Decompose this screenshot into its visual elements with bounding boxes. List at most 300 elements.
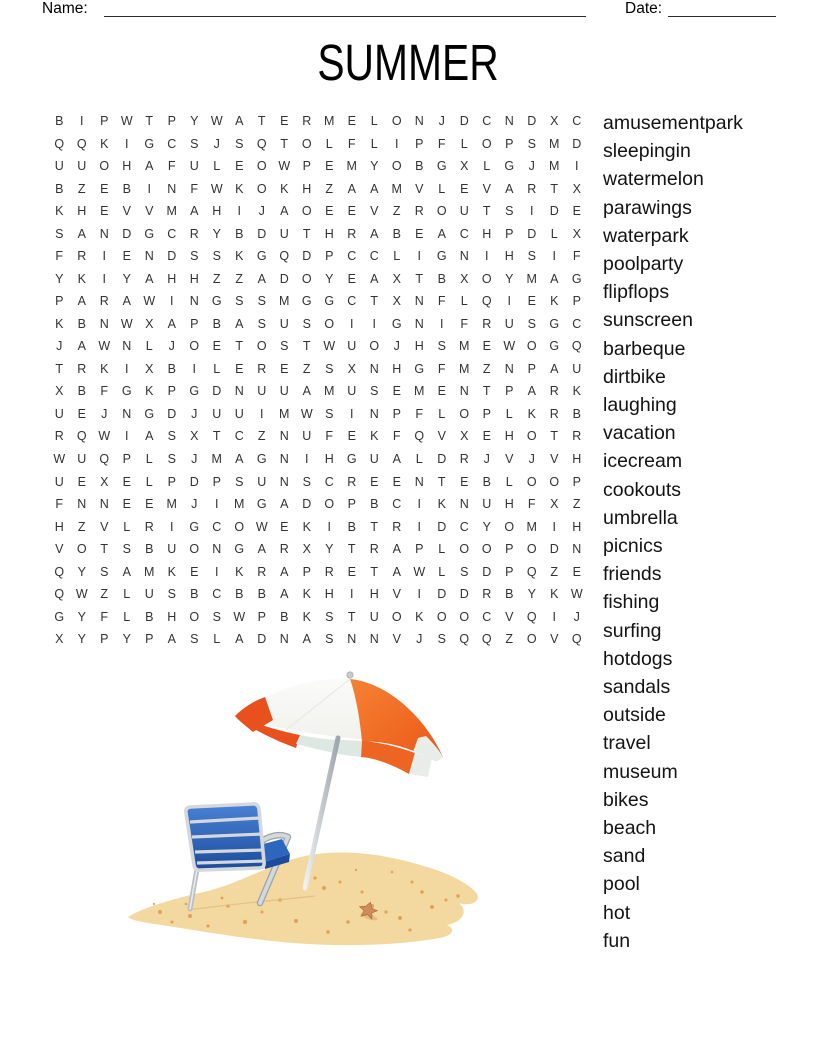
grid-letter: K [145, 384, 154, 399]
grid-letter: S [212, 249, 221, 264]
grid-letter: I [260, 406, 264, 421]
grid-letter: U [257, 474, 267, 489]
grid-letter: K [280, 181, 289, 196]
grid-letter: P [572, 294, 581, 309]
grid-letter: Q [54, 587, 65, 602]
word-item: museum [603, 760, 678, 783]
grid-letter: N [167, 181, 177, 196]
grid-letter: E [482, 429, 491, 444]
grid-letter: Z [550, 564, 559, 579]
grid-letter: O [76, 542, 87, 557]
grid-letter: M [144, 564, 155, 579]
grid-letter: B [122, 181, 131, 196]
grid-letter: J [191, 451, 198, 466]
grid-letter: A [550, 361, 559, 376]
grid-letter: E [100, 181, 109, 196]
grid-letter: M [526, 519, 537, 534]
grid-letter: K [302, 519, 311, 534]
grid-letter: V [437, 429, 446, 444]
grid-letter: U [302, 429, 312, 444]
grid-letter: N [414, 474, 424, 489]
grid-letter: L [145, 474, 153, 489]
grid-letter: C [392, 497, 402, 512]
grid-letter: I [305, 451, 309, 466]
grid-letter: V [482, 181, 491, 196]
grid-letter: T [550, 429, 559, 444]
grid-letter: R [527, 181, 537, 196]
grid-letter: L [145, 339, 153, 354]
grid-letter: F [437, 136, 446, 151]
grid-letter: C [482, 609, 492, 624]
grid-letter: I [327, 519, 331, 534]
grid-letter: R [77, 249, 87, 264]
grid-letter: J [191, 497, 198, 512]
grid-letter: D [482, 564, 492, 579]
grid-letter: K [302, 587, 311, 602]
word-item: cookouts [603, 478, 682, 501]
grid-letter: A [77, 339, 86, 354]
grid-letter: C [212, 519, 222, 534]
grid-letter: P [145, 632, 154, 647]
grid-letter: O [459, 609, 470, 624]
grid-letter: S [212, 609, 221, 624]
grid-letter: J [101, 406, 108, 421]
grid-letter: V [550, 451, 559, 466]
grid-letter: Y [77, 564, 86, 579]
grid-letter: G [256, 497, 267, 512]
grid-letter: R [392, 519, 402, 534]
grid-letter: L [415, 451, 423, 466]
grid-letter: S [235, 474, 244, 489]
word-item: outside [603, 704, 666, 727]
grid-letter: W [413, 564, 426, 579]
grid-letter: Y [55, 271, 64, 286]
grid-letter: R [482, 316, 492, 331]
grid-letter: U [54, 406, 64, 421]
grid-letter: J [191, 406, 198, 421]
grid-letter: E [77, 406, 86, 421]
grid-letter: E [527, 294, 536, 309]
grid-letter: V [370, 204, 379, 219]
grid-letter: A [280, 497, 289, 512]
grid-letter: N [369, 406, 379, 421]
grid-letter: T [437, 474, 446, 489]
grid-letter: W [75, 587, 88, 602]
grid-letter: H [324, 226, 334, 241]
grid-letter: A [392, 451, 401, 466]
grid-letter: Q [76, 136, 87, 151]
grid-letter: C [459, 519, 469, 534]
grid-letter: Q [459, 632, 470, 647]
grid-letter: K [55, 316, 64, 331]
grid-letter: D [257, 226, 267, 241]
grid-letter: J [438, 114, 445, 129]
grid-letter: F [55, 497, 64, 512]
grid-letter: P [505, 136, 514, 151]
grid-letter: G [391, 316, 402, 331]
grid-letter: S [190, 249, 199, 264]
grid-letter: A [370, 181, 379, 196]
grid-letter: E [392, 384, 401, 399]
grid-letter: R [459, 451, 469, 466]
grid-letter: V [505, 451, 514, 466]
grid-letter: E [122, 497, 131, 512]
grid-letter: T [482, 204, 491, 219]
grid-letter: D [527, 114, 537, 129]
grid-letter: E [415, 226, 424, 241]
grid-letter: J [258, 204, 265, 219]
grid-letter: W [278, 159, 291, 174]
grid-letter: A [280, 564, 289, 579]
grid-letter: E [325, 204, 334, 219]
grid-letter: V [100, 519, 109, 534]
grid-letter: X [572, 226, 581, 241]
grid-letter: S [460, 564, 469, 579]
grid-letter: F [100, 609, 109, 624]
grid-letter: K [235, 249, 244, 264]
grid-letter: U [279, 384, 289, 399]
grid-letter: O [481, 136, 492, 151]
grid-letter: R [189, 226, 199, 241]
grid-letter: P [55, 294, 64, 309]
grid-letter: D [167, 249, 177, 264]
grid-letter: L [505, 406, 513, 421]
grid-letter: H [167, 609, 177, 624]
grid-letter: F [100, 384, 109, 399]
grid-letter: O [189, 339, 200, 354]
grid-letter: I [125, 136, 129, 151]
word-list [603, 109, 743, 955]
grid-letter: G [256, 451, 267, 466]
grid-letter: A [167, 316, 176, 331]
grid-letter: P [392, 406, 401, 421]
grid-letter: A [235, 451, 244, 466]
grid-letter: O [481, 542, 492, 557]
grid-letter: I [350, 316, 354, 331]
grid-letter: X [572, 181, 581, 196]
grid-letter: N [459, 497, 469, 512]
grid-letter: Q [526, 609, 537, 624]
grid-letter: H [212, 204, 222, 219]
grid-letter: H [122, 159, 132, 174]
word-item: sand [603, 845, 646, 868]
grid-letter: G [436, 249, 447, 264]
grid-letter: I [102, 249, 106, 264]
grid-letter: A [235, 114, 244, 129]
grid-letter: E [572, 204, 581, 219]
grid-letter: W [98, 429, 111, 444]
grid-letter: Q [54, 136, 65, 151]
grid-letter: L [550, 226, 558, 241]
grid-letter: B [190, 587, 199, 602]
grid-letter: S [55, 226, 64, 241]
grid-letter: I [350, 406, 354, 421]
grid-letter: W [503, 339, 516, 354]
grid-letter: S [190, 136, 199, 151]
grid-letter: G [121, 384, 132, 399]
grid-letter: O [459, 406, 470, 421]
grid-letter: I [530, 204, 534, 219]
grid-letter: F [167, 159, 176, 174]
grid-letter: X [100, 474, 109, 489]
grid-letter: U [77, 451, 87, 466]
grid-letter: T [415, 271, 424, 286]
grid-letter: A [527, 384, 536, 399]
grid-letter: U [212, 406, 222, 421]
date-fill-line [668, 16, 776, 17]
grid-letter: M [279, 406, 290, 421]
grid-letter: E [235, 159, 244, 174]
grid-letter: O [234, 519, 245, 534]
grid-letter: W [210, 114, 223, 129]
grid-letter: Y [122, 632, 131, 647]
grid-letter: M [526, 271, 537, 286]
grid-letter: N [279, 474, 289, 489]
grid-letter: G [234, 542, 245, 557]
grid-letter: L [213, 632, 221, 647]
grid-letter: U [257, 384, 267, 399]
grid-letter: S [167, 587, 176, 602]
grid-letter: L [123, 609, 131, 624]
grid-letter: R [347, 474, 357, 489]
grid-letter: X [55, 632, 64, 647]
grid-letter: H [572, 451, 582, 466]
grid-letter: N [369, 361, 379, 376]
grid-letter: P [505, 384, 514, 399]
grid-letter: F [437, 294, 446, 309]
grid-letter: D [549, 204, 559, 219]
grid-letter: O [256, 159, 267, 174]
grid-letter: K [235, 181, 244, 196]
grid-letter: K [77, 271, 86, 286]
grid-letter: E [145, 497, 154, 512]
grid-letter: E [280, 361, 289, 376]
grid-letter: O [99, 159, 110, 174]
grid-letter: J [528, 159, 535, 174]
grid-letter: P [212, 474, 221, 489]
grid-letter: L [393, 249, 401, 264]
grid-letter: L [460, 136, 468, 151]
grid-letter: A [280, 204, 289, 219]
grid-letter: T [347, 609, 356, 624]
grid-letter: X [392, 294, 401, 309]
grid-letter: M [346, 159, 357, 174]
grid-letter: N [414, 114, 424, 129]
grid-letter: P [572, 474, 581, 489]
grid-letter: K [55, 204, 64, 219]
grid-letter: I [485, 249, 489, 264]
grid-letter: V [122, 204, 131, 219]
grid-letter: O [324, 316, 335, 331]
word-item: icecream [603, 450, 683, 473]
sand-patch [128, 852, 478, 945]
grid-letter: H [482, 226, 492, 241]
grid-letter: P [167, 384, 176, 399]
grid-letter: E [122, 249, 131, 264]
grid-letter: B [235, 226, 244, 241]
grid-letter: I [395, 136, 399, 151]
grid-letter: B [280, 609, 289, 624]
grid-letter: P [302, 159, 311, 174]
grid-letter: S [325, 406, 334, 421]
page-title: SUMMER [317, 34, 499, 91]
grid-letter: H [189, 271, 199, 286]
grid-letter: J [416, 632, 423, 647]
grid-letter: E [460, 474, 469, 489]
grid-letter: D [257, 632, 267, 647]
grid-letter: A [145, 271, 154, 286]
grid-letter: P [415, 542, 424, 557]
grid-letter: D [189, 474, 199, 489]
grid-letter: W [323, 339, 336, 354]
grid-letter: A [505, 181, 514, 196]
grid-letter: N [189, 294, 199, 309]
grid-letter: E [280, 519, 289, 534]
grid-letter: H [369, 587, 379, 602]
word-item: picnics [603, 535, 663, 558]
grid-letter: Y [122, 271, 131, 286]
grid-letter: O [436, 204, 447, 219]
grid-letter: B [572, 406, 581, 421]
grid-letter: K [415, 609, 424, 624]
grid-letter: K [167, 564, 176, 579]
word-item: travel [603, 732, 651, 755]
grid-letter: E [190, 564, 199, 579]
grid-letter: W [143, 294, 156, 309]
umbrella-top-nub [347, 672, 353, 678]
grid-letter: Y [212, 226, 221, 241]
grid-letter: X [145, 361, 154, 376]
grid-letter: U [144, 587, 154, 602]
grid-letter: R [77, 361, 87, 376]
grid-letter: I [552, 519, 556, 534]
grid-letter: N [504, 114, 514, 129]
grid-letter: B [347, 519, 356, 534]
grid-letter: Y [325, 542, 334, 557]
grid-letter: N [279, 632, 289, 647]
grid-letter: Q [481, 294, 492, 309]
grid-letter: O [189, 542, 200, 557]
grid-letter: A [392, 542, 401, 557]
word-item: laughing [603, 394, 677, 417]
grid-letter: G [211, 294, 222, 309]
grid-letter: A [235, 632, 244, 647]
grid-letter: A [167, 632, 176, 647]
grid-letter: X [145, 316, 154, 331]
grid-letter: R [324, 564, 334, 579]
grid-letter: I [125, 361, 129, 376]
grid-letter: R [99, 294, 109, 309]
grid-letter: P [100, 632, 109, 647]
grid-letter: K [100, 136, 109, 151]
grid-letter: N [234, 384, 244, 399]
grid-letter: S [302, 316, 311, 331]
grid-letter: Z [235, 271, 244, 286]
grid-letter: Q [76, 429, 87, 444]
word-item: surfing [603, 619, 662, 642]
grid-letter: Y [77, 609, 86, 624]
grid-letter: O [526, 339, 537, 354]
grid-letter: A [347, 181, 356, 196]
grid-letter: Z [100, 587, 109, 602]
grid-letter: Q [414, 429, 425, 444]
grid-letter: S [437, 339, 446, 354]
grid-letter: I [215, 497, 219, 512]
grid-letter: R [549, 384, 559, 399]
grid-letter: N [414, 316, 424, 331]
name-fill-line [104, 16, 586, 17]
grid-letter: A [370, 271, 379, 286]
grid-letter: O [369, 339, 380, 354]
grid-letter: E [122, 474, 131, 489]
grid-letter: X [392, 271, 401, 286]
grid-letter: D [527, 226, 537, 241]
grid-letter: L [438, 542, 446, 557]
grid-letter: S [437, 632, 446, 647]
grid-letter: V [145, 204, 154, 219]
grid-letter: D [437, 451, 447, 466]
grid-letter: X [460, 429, 469, 444]
grid-letter: G [571, 271, 582, 286]
grid-letter: I [507, 294, 511, 309]
grid-letter: H [504, 249, 514, 264]
grid-letter: B [370, 497, 379, 512]
grid-letter: H [572, 519, 582, 534]
grid-letter: U [572, 361, 582, 376]
umbrella-canopy [235, 679, 443, 777]
grid-letter: L [370, 136, 378, 151]
grid-letter: G [414, 361, 425, 376]
grid-letter: L [483, 159, 491, 174]
grid-letter: B [257, 587, 266, 602]
grid-letter: B [415, 159, 424, 174]
grid-letter: R [257, 361, 267, 376]
grid-letter: I [192, 361, 196, 376]
grid-letter: S [280, 339, 289, 354]
grid-letter: H [167, 271, 177, 286]
grid-letter: G [189, 384, 200, 399]
grid-letter: R [369, 542, 379, 557]
grid-letter: U [279, 316, 289, 331]
grid-letter: W [233, 609, 246, 624]
grid-letter: A [77, 226, 86, 241]
grid-letter: V [550, 632, 559, 647]
word-item: poolparty [603, 253, 684, 276]
grid-letter: T [145, 114, 154, 129]
grid-letter: K [100, 361, 109, 376]
grid-letter: U [77, 159, 87, 174]
grid-letter: P [302, 564, 311, 579]
grid-letter: I [102, 271, 106, 286]
grid-letter: B [437, 271, 446, 286]
grid-letter: E [347, 114, 356, 129]
grid-letter: N [144, 249, 154, 264]
grid-letter: H [77, 204, 87, 219]
grid-letter: L [213, 159, 221, 174]
grid-letter: M [391, 181, 402, 196]
word-item: sleepingin [603, 140, 691, 163]
grid-letter: G [256, 249, 267, 264]
grid-letter: S [527, 316, 536, 331]
grid-letter: P [167, 114, 176, 129]
grid-letter: U [369, 451, 379, 466]
grid-letter: D [167, 406, 177, 421]
grid-letter: P [505, 226, 514, 241]
grid-letter: T [482, 384, 491, 399]
word-item: sandals [603, 676, 671, 699]
grid-letter: H [324, 587, 334, 602]
grid-letter: E [347, 204, 356, 219]
